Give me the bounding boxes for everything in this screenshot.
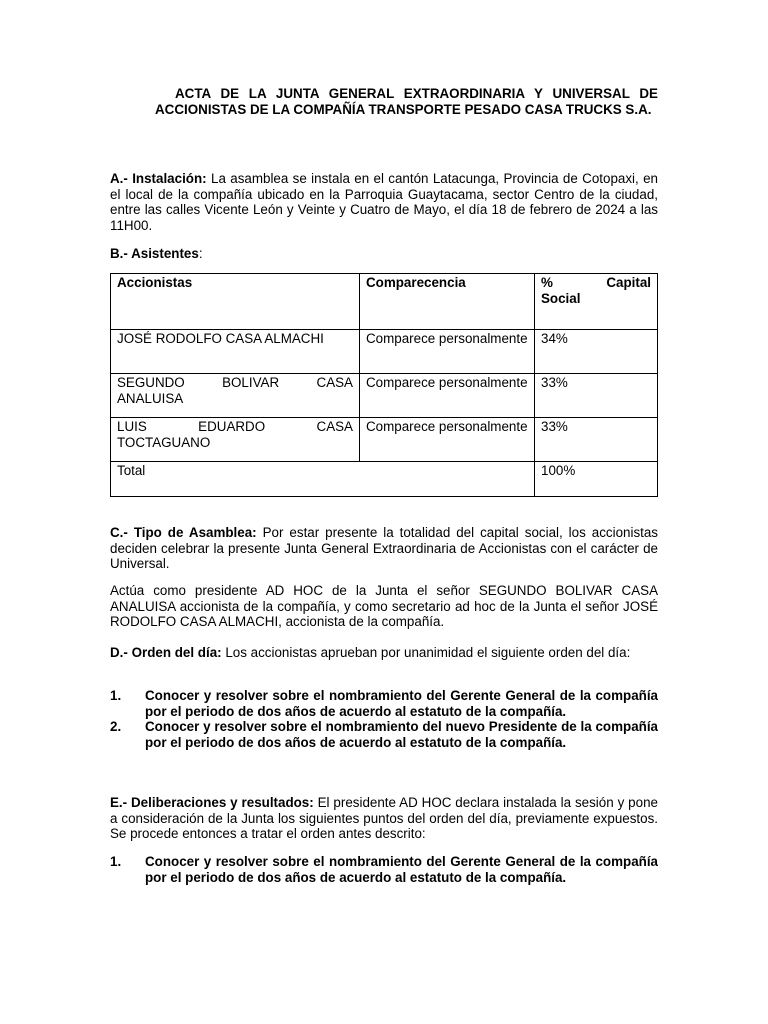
table-total-row [111, 462, 658, 497]
row-3-name-line2: TOCTAGUANO [117, 434, 211, 450]
table-row [111, 418, 658, 462]
item-text: Conocer y resolver sobre el nombramiento del Gerente General de la compañía por el periodo de dos años de acuerdo al estatuto de la compañía. [145, 854, 658, 885]
section-d-text: Los accionistas aprueban por unanimidad el siguiente orden del día: [225, 645, 631, 660]
section-a [110, 171, 658, 233]
item-number: 2. [110, 719, 122, 734]
total-label: Total [111, 462, 535, 497]
header-social: Social [541, 290, 581, 306]
deliberation-list [110, 854, 658, 885]
section-b-heading: B.- Asistentes [110, 246, 199, 261]
row-2-name [111, 374, 360, 418]
row-2-name-line1: SEGUNDO BOLIVAR CASA [117, 375, 353, 390]
row-3-name-line1: LUIS EDUARDO CASA [117, 419, 353, 434]
row-3-pct: 33% [535, 418, 658, 462]
row-3-name [111, 418, 360, 462]
section-b-heading-line [110, 246, 658, 262]
row-1-comparecencia: Comparece personalmente [360, 330, 535, 374]
table-row [111, 374, 658, 418]
agenda-list [110, 688, 658, 750]
item-number: 1. [110, 854, 122, 869]
section-c [110, 525, 658, 572]
section-a-text: La asamblea se instala en el cantón Latacunga, Provincia de Cotopaxi, en el local de la compañía ubicado en la Parroquia Guaytacama, sector Centro de la ciudad, entre las calles Vicente León y Veinte y Cuatro de Mayo, el día 18 de febrero de 2024 a las 11H00. [110, 171, 658, 233]
section-e [110, 795, 658, 842]
section-c-heading: C.- Tipo de Asamblea: [110, 525, 257, 540]
header-capital: Capital [606, 275, 651, 290]
title-text: ACTA DE LA JUNTA GENERAL EXTRAORDINARIA Y UNIVERSAL DE ACCIONISTAS DE LA COMPAÑÍA TRANSPORTE PESADO CASA TRUCKS S.A. [155, 86, 658, 117]
section-d-heading: D.- Orden del día: [110, 645, 222, 660]
header-comparecencia: Comparecencia [360, 274, 535, 330]
attendees-table [110, 273, 658, 497]
row-1-name: JOSÉ RODOLFO CASA ALMACHI [111, 330, 360, 374]
total-pct: 100% [535, 462, 658, 497]
table-header-row [111, 274, 658, 330]
row-2-pct: 33% [535, 374, 658, 418]
header-capital-line1 [541, 275, 651, 291]
section-d [110, 645, 658, 661]
item-text: Conocer y resolver sobre el nombramiento del Gerente General de la compañía por el periodo de dos años de acuerdo al estatuto de la compañía. [145, 688, 658, 719]
list-item [110, 854, 658, 885]
header-accionistas: Accionistas [111, 274, 360, 330]
item-number: 1. [110, 688, 122, 703]
section-e-heading: E.- Deliberaciones y resultados: [110, 795, 314, 810]
item-text: Conocer y resolver sobre el nombramiento del nuevo Presidente de la compañía por el periodo de dos años de acuerdo al estatuto de la compañía. [145, 719, 658, 750]
row-3-comparecencia: Comparece personalmente [360, 418, 535, 462]
list-item [110, 688, 658, 719]
row-2-comparecencia: Comparece personalmente [360, 374, 535, 418]
row-2-name-line2: ANALUISA [117, 390, 184, 406]
section-e-text: El presidente AD HOC declara instalada la sesión y pone a consideración de la Junta los siguientes puntos del orden del día, previamente expuestos. Se procede entonces a tratar el orden antes descrito: [110, 795, 658, 841]
row-1-pct: 34% [535, 330, 658, 374]
header-pct: % [541, 275, 553, 290]
header-capital-social [535, 274, 658, 330]
section-c-text: Por estar presente la totalidad del capital social, los accionistas deciden celebrar la presente Junta General Extraordinaria de Accionistas con el carácter de Universal. [110, 525, 659, 571]
list-item [110, 719, 658, 750]
section-c-paragraph-2: Actúa como presidente AD HOC de la Junta el señor SEGUNDO BOLIVAR CASA ANALUISA accionista de la compañía, y como secretario ad hoc de la Junta el señor JOSÉ RODOLFO CASA ALMACHI, accionista de la compañía. [110, 583, 658, 629]
table-row [111, 330, 658, 374]
section-a-heading: A.- Instalación: [110, 171, 207, 186]
document-title [155, 86, 658, 117]
section-b-colon: : [198, 246, 203, 261]
